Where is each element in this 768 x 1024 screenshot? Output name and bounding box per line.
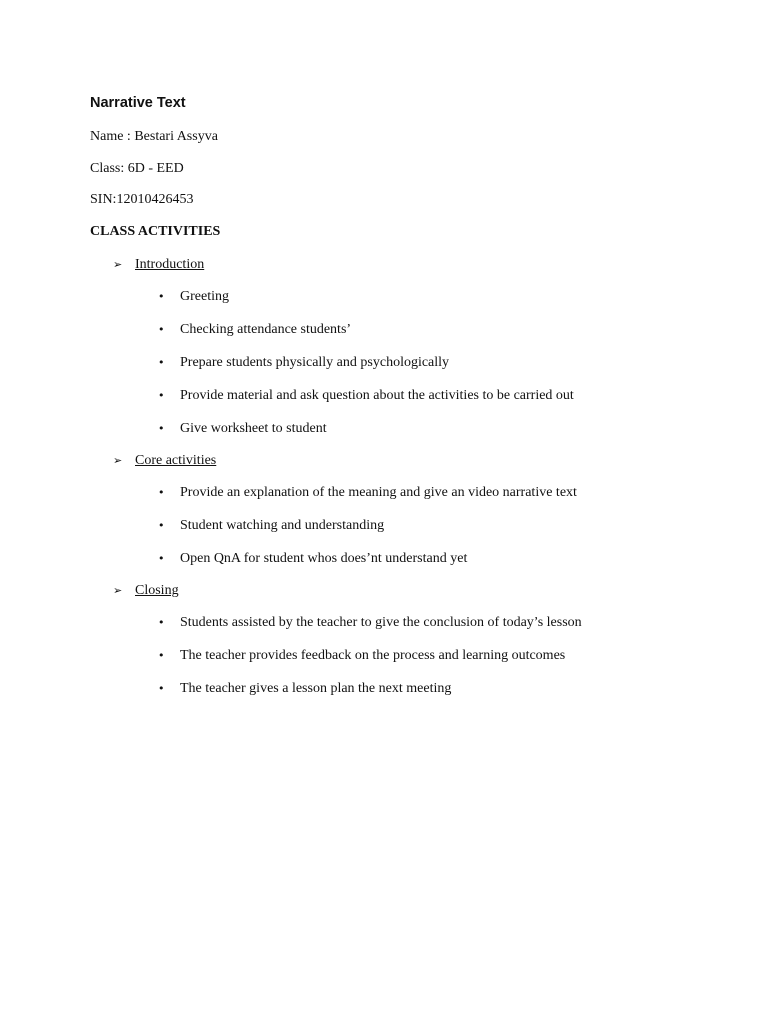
arrow-bullet-icon: ➢ bbox=[113, 584, 123, 597]
arrow-bullet-icon: ➢ bbox=[113, 454, 123, 467]
list-item bbox=[158, 288, 229, 306]
bullet-icon: • bbox=[158, 519, 165, 532]
bullet-icon: • bbox=[158, 389, 165, 402]
class-line: Class: 6D - EED bbox=[90, 161, 184, 176]
section-label: Core activities bbox=[135, 453, 217, 468]
list-item bbox=[158, 420, 327, 438]
bullet-icon: • bbox=[158, 616, 165, 629]
list-item-text: The teacher provides feedback on the process and learning outcomes bbox=[180, 648, 566, 663]
list-item-text: The teacher gives a lesson plan the next meeting bbox=[180, 681, 452, 696]
list-item bbox=[158, 484, 577, 502]
list-item bbox=[158, 550, 467, 568]
list-item bbox=[158, 680, 451, 698]
list-item-text: Student watching and understanding bbox=[180, 518, 385, 533]
list-item bbox=[158, 354, 449, 372]
list-item-text: Greeting bbox=[180, 289, 229, 304]
list-item-text: Provide material and ask question about the activities to be carried out bbox=[180, 388, 574, 403]
section-label: Introduction bbox=[135, 257, 205, 272]
bullet-icon: • bbox=[158, 422, 165, 435]
list-item bbox=[158, 517, 384, 535]
activities-heading: CLASS ACTIVITIES bbox=[90, 224, 221, 239]
bullet-icon: • bbox=[158, 552, 165, 565]
list-item bbox=[158, 387, 574, 405]
bullet-icon: • bbox=[158, 649, 165, 662]
list-item-text: Prepare students physically and psychologically bbox=[180, 355, 450, 370]
section-core-activities bbox=[113, 452, 216, 470]
list-item bbox=[158, 647, 565, 665]
list-item-text: Give worksheet to student bbox=[180, 421, 327, 436]
list-item-text: Open QnA for student whos does’nt understand yet bbox=[180, 551, 468, 566]
list-item bbox=[158, 321, 351, 339]
list-item-text: Checking attendance students’ bbox=[180, 322, 352, 337]
bullet-icon: • bbox=[158, 682, 165, 695]
bullet-icon: • bbox=[158, 290, 165, 303]
section-introduction bbox=[113, 256, 204, 274]
arrow-bullet-icon: ➢ bbox=[113, 258, 123, 271]
sin-line: SIN:12010426453 bbox=[90, 192, 194, 207]
bullet-icon: • bbox=[158, 323, 165, 336]
bullet-icon: • bbox=[158, 356, 165, 369]
bullet-icon: • bbox=[158, 486, 165, 499]
document-title: Narrative Text bbox=[90, 95, 186, 111]
section-label: Closing bbox=[135, 583, 179, 598]
name-line: Name : Bestari Assyva bbox=[90, 129, 218, 144]
list-item-text: Provide an explanation of the meaning and give an video narrative text bbox=[180, 485, 577, 500]
list-item bbox=[158, 614, 582, 632]
section-closing bbox=[113, 582, 179, 600]
list-item-text: Students assisted by the teacher to give the conclusion of today’s lesson bbox=[180, 615, 582, 630]
